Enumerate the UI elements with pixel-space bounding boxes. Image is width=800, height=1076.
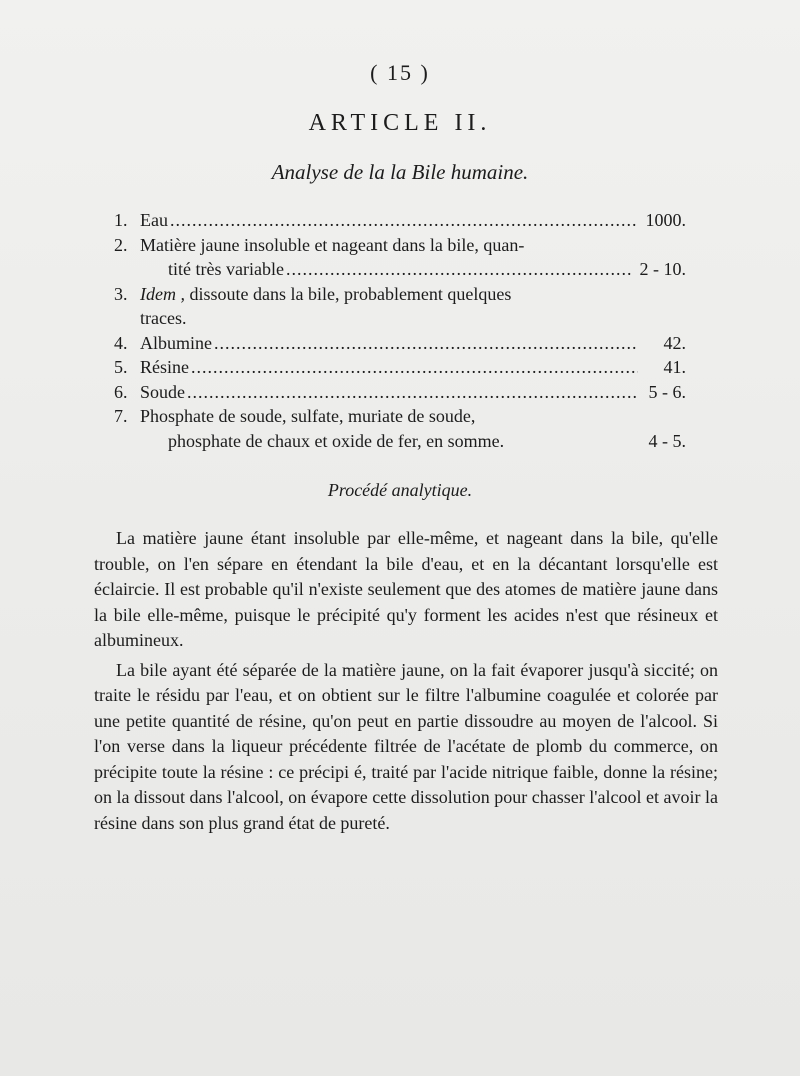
item-number: 3. xyxy=(114,283,128,304)
item-value: 42. xyxy=(663,332,686,353)
item-continuation: tité très variable xyxy=(168,259,284,279)
leader-dots xyxy=(214,331,638,356)
leader-dots xyxy=(187,380,638,405)
item-number: 5. xyxy=(114,357,128,377)
item-label xyxy=(140,282,511,307)
leader-dots xyxy=(191,355,638,380)
item-value: 2 - 10. xyxy=(639,259,686,279)
item-value: 5 - 6. xyxy=(648,381,686,402)
item-continuation: phosphate de chaux et oxide de fer, en somme. xyxy=(168,430,505,451)
item-value: 1000. xyxy=(645,210,686,230)
article-subtitle: Analyse de la la Bile humaine. xyxy=(271,160,529,184)
item-label: Soude xyxy=(140,381,185,402)
item-label: Eau xyxy=(140,210,168,230)
item-label: Matière jaune insoluble et nageant dans la bile, quan- xyxy=(140,234,525,255)
item-label-italic: Idem , xyxy=(140,283,185,304)
item-number: 6. xyxy=(114,381,128,402)
item-number: 1. xyxy=(114,210,128,230)
list-item xyxy=(114,331,686,356)
item-continuation: traces. xyxy=(140,308,187,328)
composition-list xyxy=(114,208,686,453)
section-title: Procédé analytique. xyxy=(327,480,473,500)
list-item xyxy=(114,282,686,307)
item-value: 4 - 5. xyxy=(648,430,686,451)
list-item-continuation xyxy=(114,429,686,454)
body-text xyxy=(94,526,718,840)
list-item-continuation xyxy=(114,257,686,282)
item-value: 41. xyxy=(663,357,686,377)
list-item xyxy=(114,404,686,429)
leader-dots xyxy=(286,257,632,282)
article-title: ARTICLE II. xyxy=(308,110,492,136)
list-item xyxy=(114,208,686,233)
list-item-continuation xyxy=(114,306,686,331)
list-item xyxy=(114,380,686,405)
item-label: Phosphate de soude, sulfate, muriate de soude, xyxy=(140,406,476,426)
paragraph: La matière jaune étant insoluble par elle-même, et nageant dans la bile, qu'elle trouble, on l'en sépare en étendant la bile d'eau, et en la décantant lorsqu'elle est éclaircie. Il est probable qu'il n'existe seulement que des atomes de matière jaune dans la bile elle-même, puisque le précipité qu'y forment les acides n'est que résineux et albumineux. xyxy=(94,528,718,650)
item-number: 4. xyxy=(114,332,128,353)
item-number: 7. xyxy=(114,406,128,426)
item-label: Albumine xyxy=(140,332,212,353)
paragraph: La bile ayant été séparée de la matière jaune, on la fait évaporer jusqu'à siccité; on traite le résidu par l'eau, et on obtient sur le filtre l'albumine coagulée et colorée par une petite quantité de résine, qu'on peut en partie dissoudre au moyen de l'alcool. Si l'on verse dans la liqueur précédente filtrée de l'acétate de plomb du commerce, on précipite toute la résine : ce précipi é, traité par l'acide nitrique faible, donne la résine; on la dissout dans l'alcool, on évapore cette dissolution pour chasser l'alcool et avoir la résine dans son plus grand état de pureté. xyxy=(94,659,718,833)
page-number: ( 15 ) xyxy=(370,60,430,85)
item-label: Résine xyxy=(140,357,189,377)
list-item xyxy=(114,233,686,258)
item-number: 2. xyxy=(114,234,128,255)
leader-dots xyxy=(170,208,638,233)
list-item xyxy=(114,355,686,380)
item-label-text: dissoute dans la bile, probablement quelques xyxy=(184,283,512,304)
